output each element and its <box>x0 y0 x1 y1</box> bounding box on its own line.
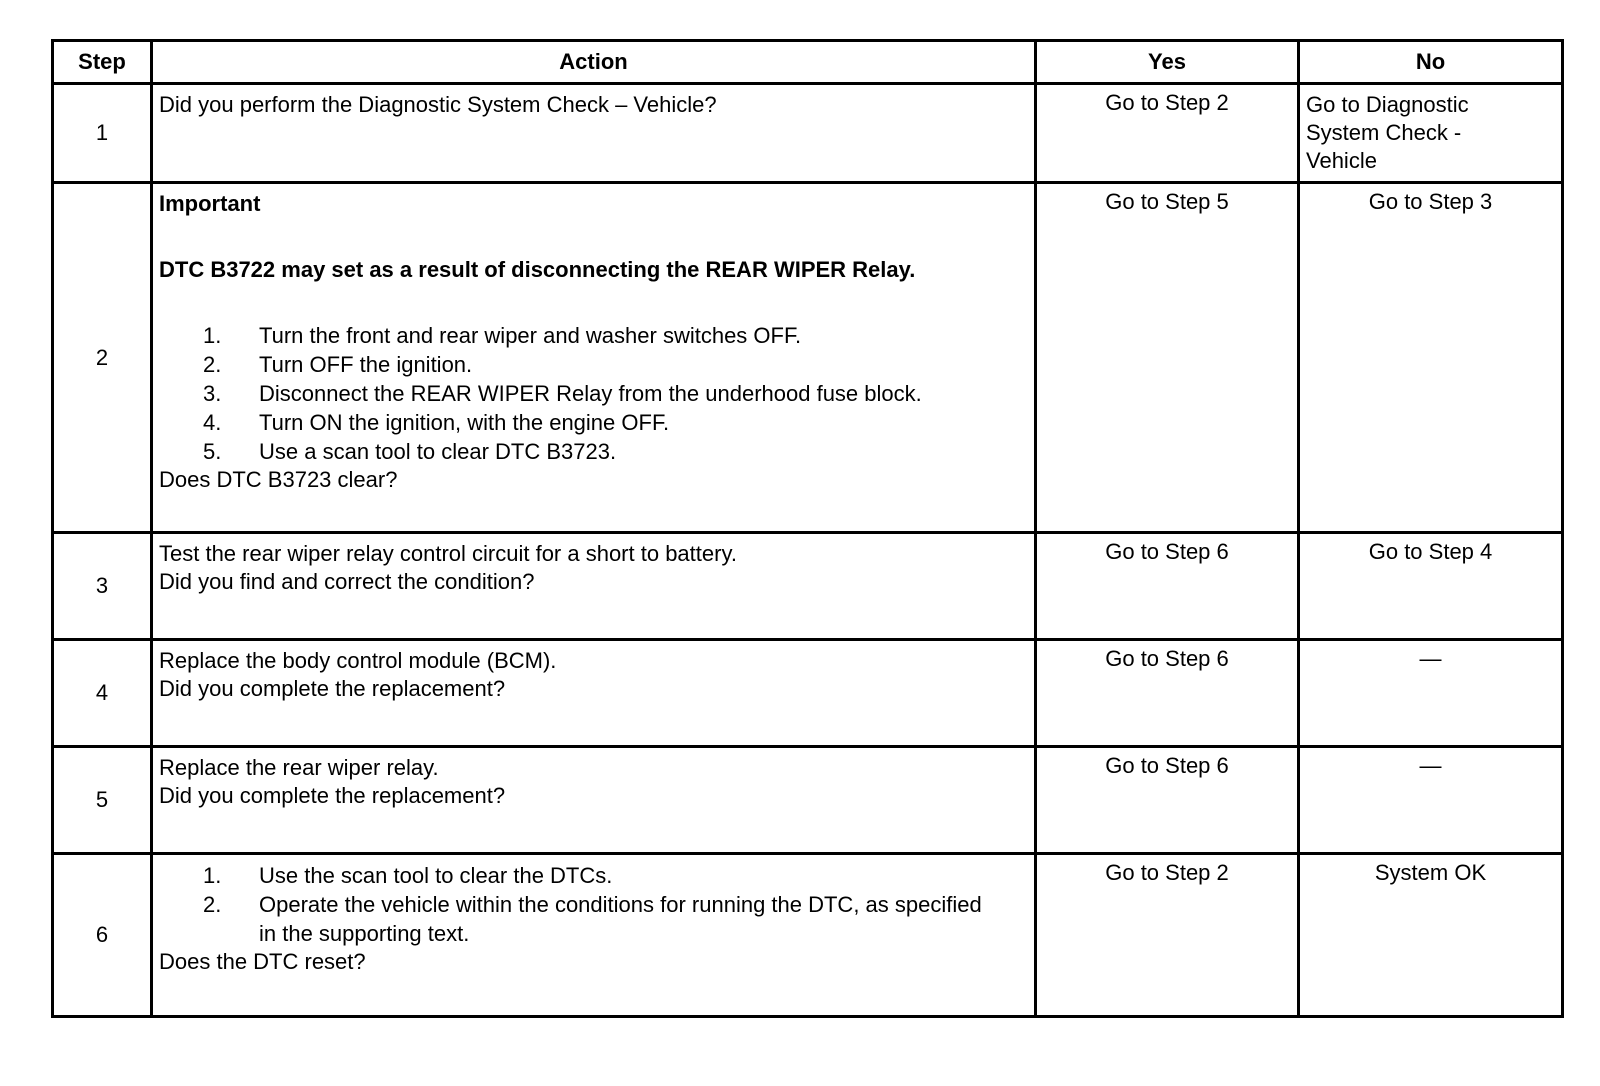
action-text: Did you perform the Diagnostic System Check – Vehicle? <box>159 92 717 117</box>
yes-cell <box>1036 640 1299 747</box>
action-cell <box>152 747 1036 854</box>
yes-cell <box>1036 183 1299 533</box>
list-item: 1. Turn the front and rear wiper and washer switches OFF. <box>203 323 802 348</box>
action-text: Test the rear wiper relay control circuit for a short to battery. <box>159 541 737 566</box>
yes-cell <box>1036 84 1299 183</box>
action-text: Replace the rear wiper relay. <box>159 755 439 780</box>
header-action: Action <box>152 41 1036 84</box>
action-cell <box>152 854 1036 1017</box>
step-number: 6 <box>53 854 152 1017</box>
table-row <box>53 854 1563 1017</box>
step-number: 4 <box>53 640 152 747</box>
action-cell <box>152 533 1036 640</box>
no-cell <box>1299 854 1563 1017</box>
no-cell <box>1299 183 1563 533</box>
yes-result: Go to Step 2 <box>1105 90 1229 115</box>
no-result: — <box>1419 753 1442 778</box>
question-text: Did you find and correct the condition? <box>159 569 535 594</box>
question-text: Did you complete the replacement? <box>159 676 506 701</box>
list-item: 2. Operate the vehicle within the conditions for running the DTC, as specified in the supporting text. <box>203 892 982 946</box>
question-text: Does the DTC reset? <box>159 949 366 974</box>
action-text: Replace the body control module (BCM). <box>159 648 557 673</box>
header-step: Step <box>53 41 152 84</box>
table-row <box>53 533 1563 640</box>
step-number: 1 <box>53 84 152 183</box>
diagnostic-table <box>51 39 1564 1018</box>
step-number: 3 <box>53 533 152 640</box>
action-cell <box>152 183 1036 533</box>
table-row <box>53 747 1563 854</box>
no-cell <box>1299 640 1563 747</box>
yes-cell <box>1036 854 1299 1017</box>
list-item: 4. Turn ON the ignition, with the engine OFF. <box>203 410 670 435</box>
yes-result: Go to Step 6 <box>1105 646 1229 671</box>
header-yes: Yes <box>1036 41 1299 84</box>
no-result-line: System Check - <box>1306 120 1462 145</box>
list-item: 2. Turn OFF the ignition. <box>203 352 473 377</box>
list-item: 5. Use a scan tool to clear DTC B3723. <box>203 439 617 464</box>
no-result-line: Vehicle <box>1306 148 1377 173</box>
no-cell <box>1299 533 1563 640</box>
table-row <box>53 640 1563 747</box>
yes-cell <box>1036 747 1299 854</box>
no-result-line: Go to Diagnostic <box>1306 92 1469 117</box>
action-cell <box>152 640 1036 747</box>
yes-result: Go to Step 6 <box>1105 753 1229 778</box>
table-row <box>53 183 1563 533</box>
list-item: 1. Use the scan tool to clear the DTCs. <box>203 863 613 888</box>
no-result: Go to Step 4 <box>1368 539 1493 564</box>
step-number: 5 <box>53 747 152 854</box>
important-note: DTC B3722 may set as a result of disconnecting the REAR WIPER Relay. <box>159 257 916 282</box>
procedure-list <box>159 321 1028 466</box>
action-cell <box>152 84 1036 183</box>
no-result: — <box>1419 646 1442 671</box>
list-item: 3. Disconnect the REAR WIPER Relay from the underhood fuse block. <box>203 381 922 406</box>
table-row <box>53 84 1563 183</box>
question-text: Did you complete the replacement? <box>159 783 506 808</box>
step-number: 2 <box>53 183 152 533</box>
yes-cell <box>1036 533 1299 640</box>
no-result: System OK <box>1374 860 1487 885</box>
procedure-list <box>159 861 1028 948</box>
no-cell <box>1299 747 1563 854</box>
question-text: Does DTC B3723 clear? <box>159 467 398 492</box>
important-label: Important <box>159 191 261 216</box>
header-no: No <box>1299 41 1563 84</box>
yes-result: Go to Step 5 <box>1105 189 1229 214</box>
no-result: Go to Step 3 <box>1368 189 1493 214</box>
table-header <box>53 41 1563 84</box>
yes-result: Go to Step 6 <box>1105 539 1229 564</box>
no-cell <box>1299 84 1563 183</box>
yes-result: Go to Step 2 <box>1105 860 1229 885</box>
